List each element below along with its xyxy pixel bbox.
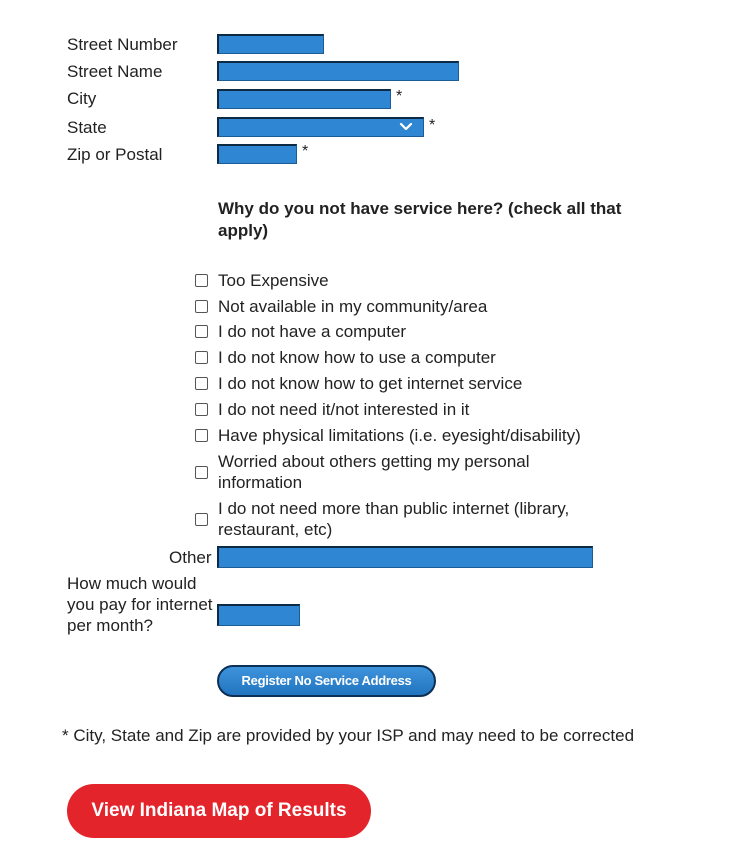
other-label: Other xyxy=(169,548,212,567)
reason-label: Too Expensive xyxy=(218,271,329,290)
reason-label: Not available in my community/area xyxy=(218,297,488,316)
reason-checkbox[interactable] xyxy=(195,300,208,313)
reason-checkbox[interactable] xyxy=(195,403,208,416)
reason-label: I do not know how to get internet service xyxy=(218,374,523,393)
city-label: City xyxy=(67,89,97,108)
reason-option[interactable] xyxy=(195,347,635,368)
street-number-input[interactable] xyxy=(217,34,324,54)
reason-label: Worried about others getting my personal information xyxy=(218,452,530,492)
reasons-question: Why do you not have service here? (check all that apply) xyxy=(218,199,622,240)
reason-label: Have physical limitations (i.e. eyesight/disability) xyxy=(218,426,581,445)
other-input[interactable] xyxy=(217,546,593,568)
reason-option[interactable] xyxy=(195,270,635,291)
reason-checkbox[interactable] xyxy=(195,351,208,364)
zip-label: Zip or Postal xyxy=(67,145,163,164)
reason-checkbox[interactable] xyxy=(195,513,208,526)
street-number-label: Street Number xyxy=(67,35,178,54)
reason-checkbox[interactable] xyxy=(195,274,208,287)
state-required-mark: * xyxy=(429,117,436,134)
isp-footnote: * City, State and Zip are provided by your ISP and may need to be corrected xyxy=(62,726,635,745)
reason-option[interactable] xyxy=(195,451,635,493)
street-name-input[interactable] xyxy=(217,61,459,81)
view-map-button[interactable]: View Indiana Map of Results xyxy=(67,784,371,838)
chevron-down-icon xyxy=(399,122,413,132)
city-required-mark: * xyxy=(396,88,403,105)
reason-option[interactable] xyxy=(195,399,635,420)
monthly-payment-input[interactable] xyxy=(217,604,300,626)
street-name-label: Street Name xyxy=(67,62,163,81)
reason-option[interactable] xyxy=(195,296,635,317)
reason-checkbox[interactable] xyxy=(195,325,208,338)
zip-input[interactable] xyxy=(217,144,297,164)
city-input[interactable] xyxy=(217,89,391,109)
reason-label: I do not need more than public internet (library, restaurant, etc) xyxy=(218,499,570,539)
state-select[interactable] xyxy=(217,117,424,137)
reason-option[interactable] xyxy=(195,321,635,342)
register-no-service-button[interactable]: Register No Service Address xyxy=(217,665,436,697)
reason-label: I do not know how to use a computer xyxy=(218,348,496,367)
zip-required-mark: * xyxy=(302,143,309,160)
state-label: State xyxy=(67,118,107,137)
reason-option[interactable] xyxy=(195,498,635,540)
reason-checkbox[interactable] xyxy=(195,466,208,479)
monthly-payment-label: How much would you pay for internet per month? xyxy=(67,574,213,635)
reason-checkbox[interactable] xyxy=(195,377,208,390)
reason-label: I do not need it/not interested in it xyxy=(218,400,470,419)
reason-option[interactable] xyxy=(195,425,635,446)
reason-option[interactable] xyxy=(195,373,635,394)
reason-checkbox[interactable] xyxy=(195,429,208,442)
reason-label: I do not have a computer xyxy=(218,322,407,341)
